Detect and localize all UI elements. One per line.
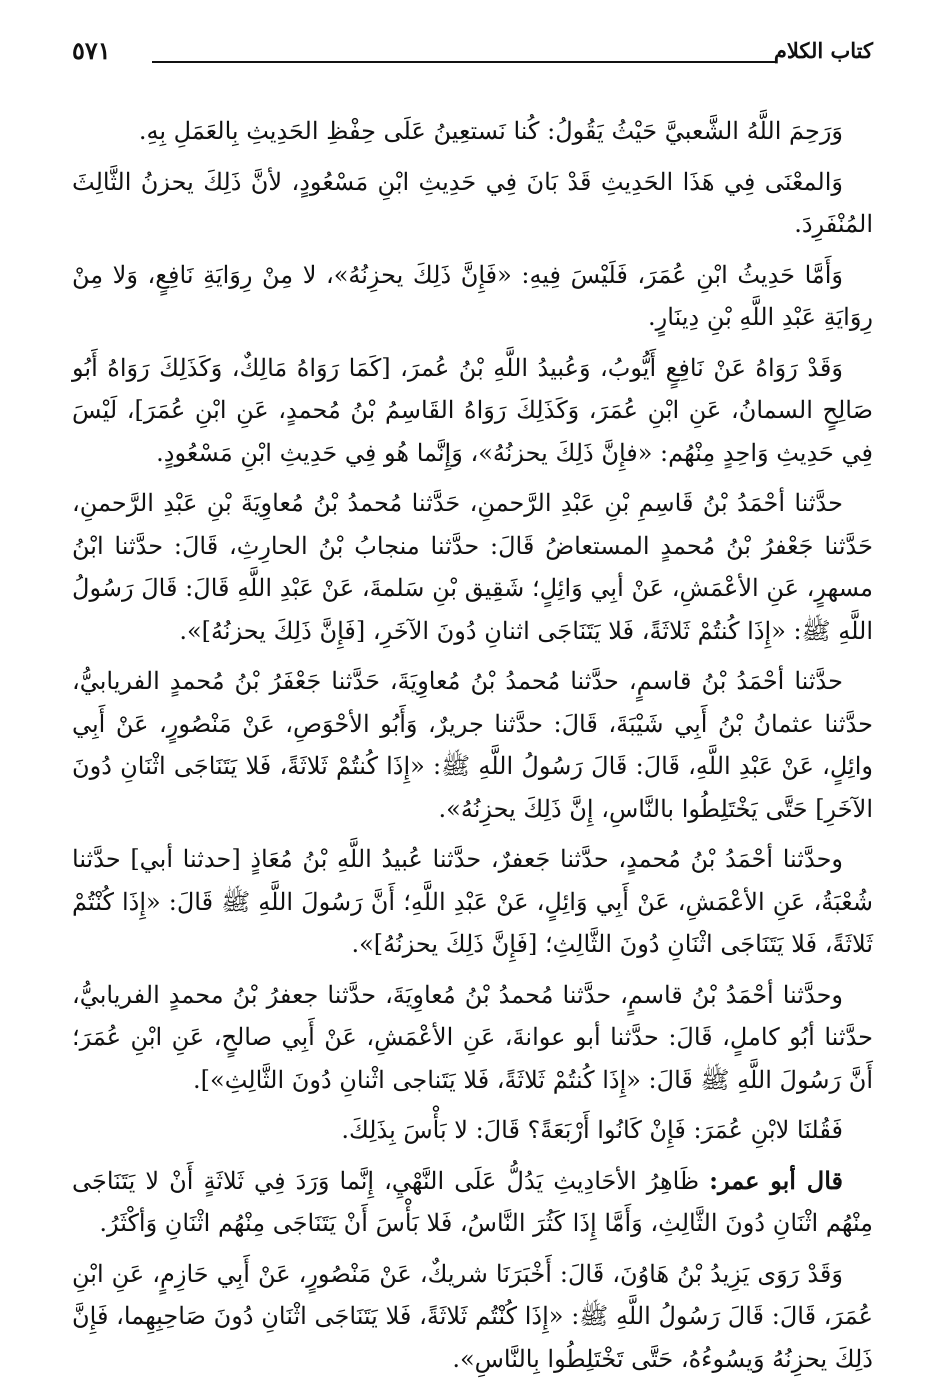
- paragraph: [72, 482, 873, 652]
- paragraph: [72, 660, 873, 830]
- paragraph-text: وَقَدْ رَوَى يَزِيدُ بْنُ هَاوُنَ، قَالَ: أَخْبَرَنَا شريكٌ، عَنْ مَنْصُورٍ، عَنْ أَبِي حَازِمٍ، عَنِ ابْنِ عُمَرَ، قَالَ: قَالَ رَسُولُ اللَّهِ ﷺ: «إِذَا كُنْتُم ثَلاثَةً، فَلا يَتَنَاجَى اثْنَانِ دُونَ صَاحِبِهِما، فَإِنَّ ذَلِكَ يحزِنُهُ وَيسُوءُهُ، حَتَّى تَخْتَلِطُوا بِالنَّاسِ».: [72, 1259, 873, 1373]
- chapter-title: كتاب الكلام: [773, 38, 873, 63]
- paragraph: [72, 1160, 873, 1245]
- paragraph-text: ظَاهِرُ الأحَادِيثِ يَدُلُّ عَلَى النَّهْيِ، إِنَّما وَرَدَ فِي ثَلاثَةٍ أَنْ لا يَتَنَاجَى مِنْهُم اثْنَانِ دُونَ الثَّالِثِ، وَأَمَّا إِذَا كَثُرَ النَّاسُ، فَلا بَأْسَ أَنْ يَتَنَاجَى مِنْهُم اثْنَانِ وَأكْثَرُ.: [72, 1166, 873, 1237]
- paragraph: [72, 838, 873, 966]
- paragraph-text: وَأَمَّا حَدِيثُ ابْنِ عُمَرَ، فَلَيْسَ فِيهِ: «فَإِنَّ ذَلِكَ يحزِنُهُ»، لا مِنْ رِوَايَةِ نَافِعٍ، وَلا مِنْ رِوَايَةِ عَبْدِ اللَّهِ بْنِ دِينَارٍ.: [72, 260, 873, 331]
- paragraph-text: وحدَّثنا أحْمَدُ بْنُ قاسمٍ، حدَّثنا مُحمدُ بْنُ مُعاوِيَةَ، حدَّثنا جعفرُ بْنُ محمدٍ الفريابيُّ، حدَّثنا أبُو كاملٍ، قَالَ: حدَّثنا أبو عوانةَ، عَنِ الأعْمَشِ، عَنْ أَبِي صالحٍ، عَنِ ابْنِ عُمَرَ؛ أَنَّ رَسُولَ اللَّهِ ﷺ قَالَ: «إِذَا كُنتُمْ ثَلاثَةً، فَلا يَتَناجى اثْنانِ دُونَ الثَّالِثِ»].: [72, 980, 873, 1094]
- paragraph-text: وَالمعْنَى فِي هَذَا الحَدِيثِ قَدْ بَانَ فِي حَدِيثِ ابْنِ مَسْعُودٍ، لأنَّ ذَلِكَ يحزنُ الثَّالِثَ المُنْفَرِدَ.: [72, 167, 873, 238]
- paragraph: [72, 161, 873, 246]
- paragraph-text: وَقَدْ رَوَاهُ عَنْ نَافِعٍ أَيُّوبُ، وَعُبيدُ اللَّهِ بْنُ عُمرَ، [كَمَا رَوَاهُ مَالِكٌ، وَكَذَلِكَ رَوَاهُ أَبُو صَالِحٍ السمانُ، عَنِ ابْنِ عُمَرَ، وَكَذَلِكَ رَوَاهُ القَاسِمُ بْنُ مُحمدٍ، عَنِ ابْنِ عُمَرَ]، لَيْسَ فِي حَدِيثِ وَاحِدٍ مِنْهُم: «فإِنَّ ذَلِكَ يحزنُهُ»، وَإِنَّما هُو فِي حَدِيثِ ابْنِ مَسْعُودٍ.: [72, 353, 873, 467]
- paragraph-text: فَقُلنَا لابْنِ عُمَرَ: فَإِنْ كَانُوا أَرْبَعَةً؟ قَالَ: لا بَأْسَ بِذَلِكَ.: [341, 1116, 843, 1144]
- paragraph-text: حدَّثنا أحْمَدُ بْنُ قاسمٍ، حدَّثنا مُحمدُ بْنُ مُعاوِيَةَ، حَدَّثنا جَعْفَرُ بْنُ مُحمدٍ الفريابيُّ، حدَّثنا عثمانُ بْنُ أَبِي شَيْبَةَ، قَالَ: حدَّثنا جريرٌ، وَأَبُو الأحْوَصِ، عَنْ مَنْصُورٍ، عَنْ أَبِي وائِلٍ، عَنْ عَبْدِ اللَّهِ، قَالَ: قَالَ رَسُولُ اللَّهِ ﷺ: «إِذَا كُنتُمْ ثَلاثَةً، فَلا يَتَنَاجَى اثْنَانِ دُونَ الآخَرِ] حَتَّى يَخْتَلِطُوا بالنَّاسِ، إِنَّ ذَلِكَ يحزِنُهُ».: [72, 667, 874, 823]
- paragraph-text: حدَّثنا أحْمَدُ بْنُ قَاسِمِ بْنِ عَبْدِ الرَّحمنِ، حَدَّثنا مُحمدُ بْنُ مُعاوِيَةَ بْنِ عَبْدِ الرَّحمنِ، حَدَّثنا جَعْفرُ بْنُ مُحمدٍ المستعاضُ قَالَ: حدَّثنا منجابُ بْنُ الحارِثِ، قَالَ: حدَّثنا ابْنُ مسهرٍ، عَنِ الأعْمَشِ، عَنْ أبِي وَائِلٍ؛ شَقِيق بْنِ سَلمةَ، عَنْ عَبْدِ اللَّهِ قَالَ: قَالَ رَسُولُ اللَّهِ ﷺ: «إِذَا كُنتُمْ ثَلاثَةً، فَلا يَتَنَاجَى اثنانِ دُونَ الآخَرِ، [فَإِنَّ ذَلِكَ يحزنُهُ]».: [72, 489, 873, 645]
- paragraph: [72, 1109, 873, 1152]
- paragraph-text: وَرَحِمَ اللَّهُ الشَّعبيَّ حَيْثُ يَقُولُ: كُنا نَستعِينُ عَلَى حِفْظِ الحَدِيثِ بِالعَمَلِ بِهِ.: [138, 117, 843, 145]
- paragraph: [72, 254, 873, 339]
- page-number: ٥٧١: [72, 36, 111, 65]
- book-page: [72, 34, 874, 1373]
- paragraph: [72, 347, 873, 475]
- paragraph-text: وحدَّثنا أحْمَدُ بْنُ مُحمدٍ، حدَّثنا جَعفرٌ، حدَّثنا عُبيدُ اللَّهِ بْنُ مُعَاذٍ [حدثنا أبي] حدَّثنا شُعْبَةُ، عَنِ الأعْمَشِ، عَنْ أَبِي وَائِلٍ، عَنْ عَبْدِ اللَّهِ؛ أَنَّ رَسُولَ اللَّهِ ﷺ قَالَ: «إِذَا كُنْتُمْ ثَلاثَةً، فَلا يَتَنَاجَى اثْنَانِ دُونَ الثَّالِثِ؛ [فَإِنَّ ذَلِكَ يحزنُهُ]».: [72, 845, 873, 958]
- paragraph: [72, 974, 873, 1102]
- paragraph: [72, 110, 873, 153]
- paragraph-lead: قال أبو عمر:: [709, 1165, 843, 1195]
- running-header: [72, 34, 873, 76]
- paragraph: [72, 1253, 873, 1381]
- header-rule: [152, 61, 775, 63]
- text-body: [72, 110, 873, 1380]
